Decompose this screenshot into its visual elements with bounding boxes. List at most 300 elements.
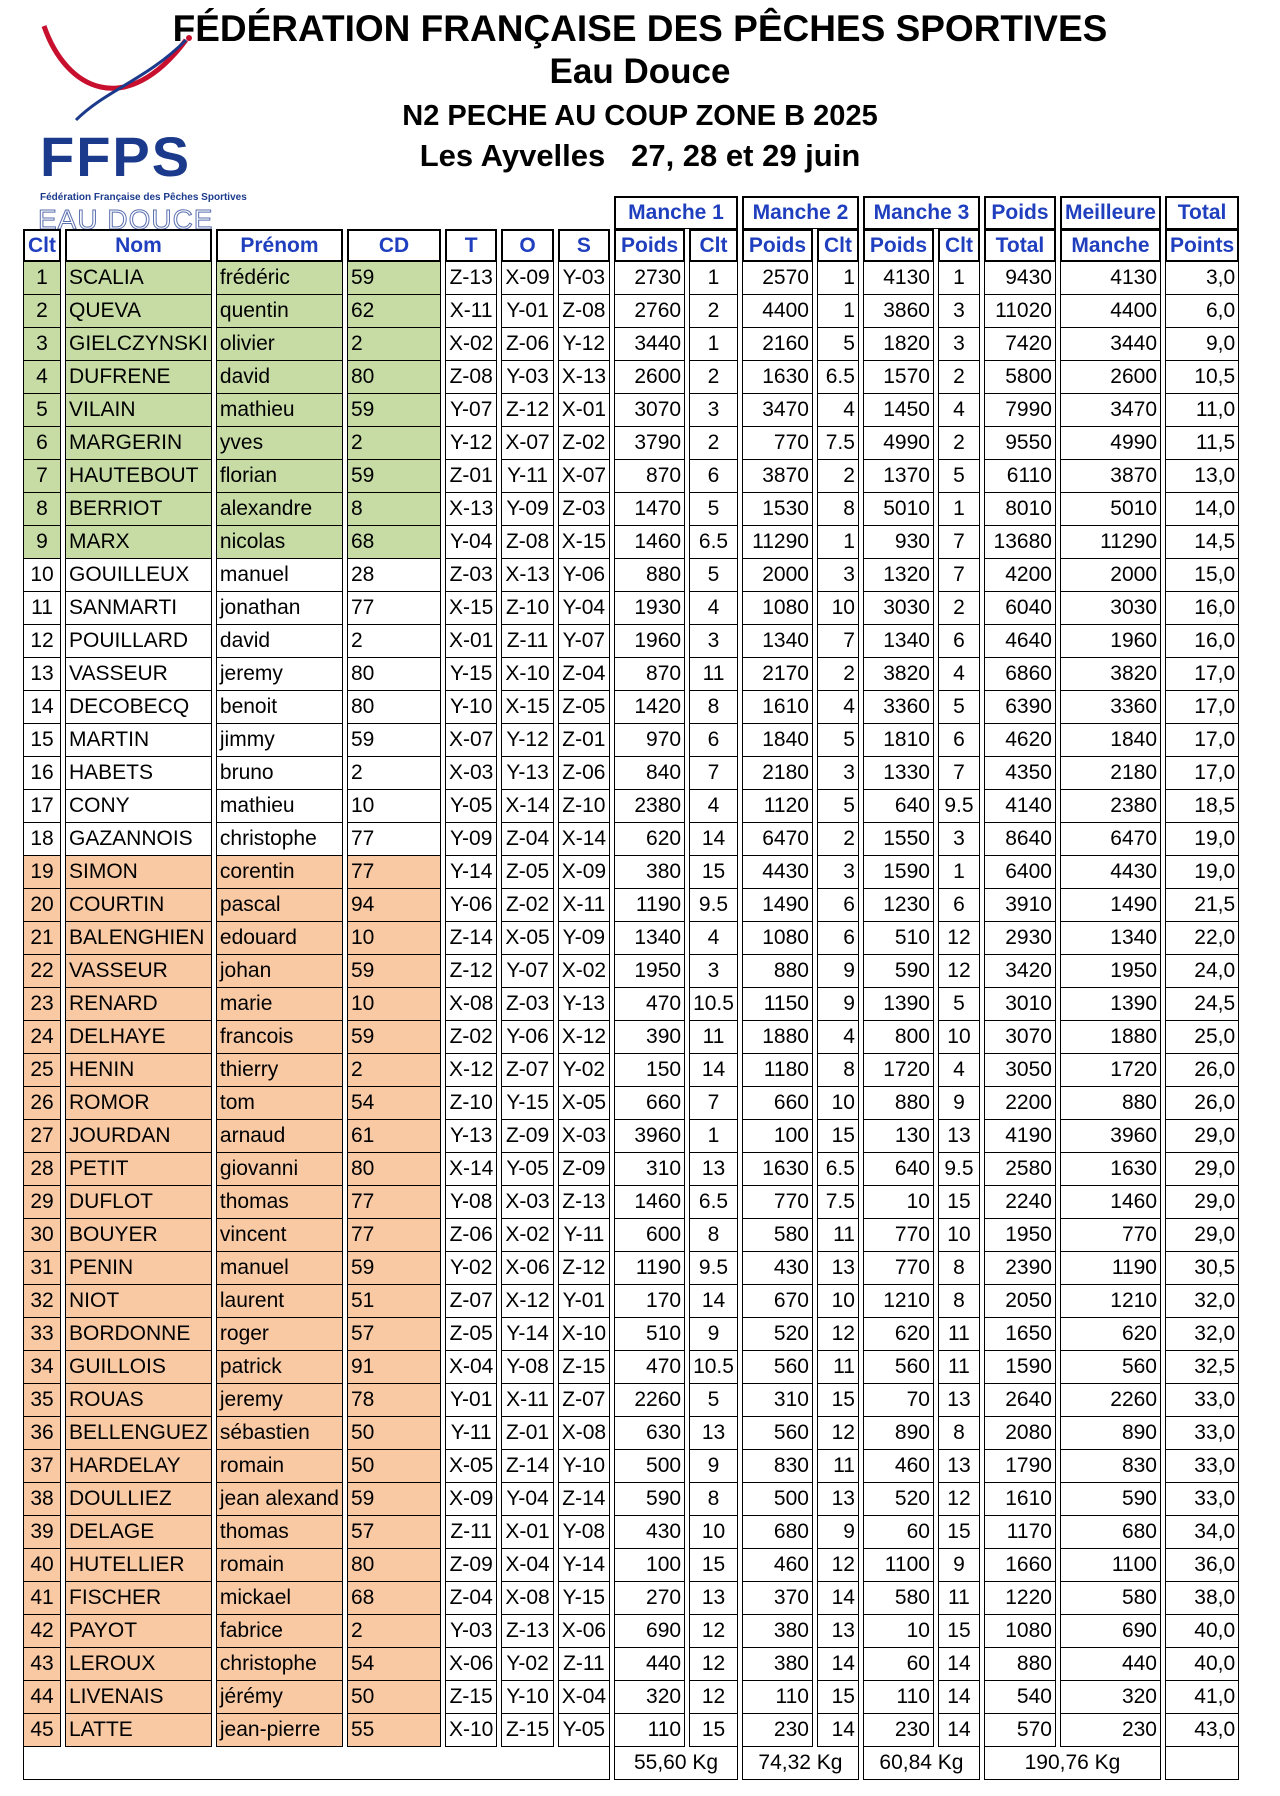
department-cell: 59: [347, 1252, 441, 1285]
rank-1-cell: 2: [689, 361, 738, 394]
weight-3-cell: 590: [863, 955, 934, 988]
rank-cell: 23: [23, 988, 61, 1021]
total-weight-cell: 4140: [984, 790, 1056, 823]
draw-s-cell: Z-10: [558, 790, 610, 823]
draw-s-cell: X-13: [558, 361, 610, 394]
rank-2-cell: 4: [817, 691, 859, 724]
rank-2-cell: 11: [817, 1450, 859, 1483]
rank-3-cell: 11: [938, 1582, 980, 1615]
last-name-cell: GOUILLEUX: [65, 559, 212, 592]
rank-1-cell: 9: [689, 1450, 738, 1483]
col-t: T: [445, 229, 497, 262]
draw-s-cell: Y-06: [558, 559, 610, 592]
last-name-cell: PETIT: [65, 1153, 212, 1186]
rank-3-cell: 5: [938, 988, 980, 1021]
department-cell: 2: [347, 328, 441, 361]
last-name-cell: FISCHER: [65, 1582, 212, 1615]
points-cell: 17,0: [1165, 658, 1239, 691]
table-row: [23, 724, 1239, 757]
draw-s-cell: Y-13: [558, 988, 610, 1021]
table-row: [23, 1648, 1239, 1681]
rank-2-cell: 3: [817, 559, 859, 592]
first-name-cell: olivier: [216, 328, 343, 361]
weight-1-cell: 2760: [614, 295, 685, 328]
draw-t-cell: Y-13: [445, 1120, 497, 1153]
weight-2-cell: 460: [742, 1549, 813, 1582]
draw-t-cell: Z-04: [445, 1582, 497, 1615]
draw-t-cell: X-02: [445, 328, 497, 361]
draw-o-cell: Y-12: [501, 724, 553, 757]
best-round-cell: 3440: [1060, 328, 1161, 361]
total-weight-cell: 9550: [984, 427, 1056, 460]
points-cell: 17,0: [1165, 691, 1239, 724]
rank-3-cell: 14: [938, 1714, 980, 1747]
rank-1-cell: 14: [689, 1054, 738, 1087]
rank-cell: 25: [23, 1054, 61, 1087]
rank-2-cell: 12: [817, 1549, 859, 1582]
best-round-cell: 1490: [1060, 889, 1161, 922]
last-name-cell: COURTIN: [65, 889, 212, 922]
rank-2-cell: 15: [817, 1681, 859, 1714]
first-name-cell: sébastien: [216, 1417, 343, 1450]
total-weight-cell: 2240: [984, 1186, 1056, 1219]
rank-2-cell: 4: [817, 394, 859, 427]
rank-1-cell: 6.5: [689, 526, 738, 559]
last-name-cell: DELHAYE: [65, 1021, 212, 1054]
weight-1-cell: 1340: [614, 922, 685, 955]
rank-1-cell: 13: [689, 1153, 738, 1186]
rank-2-cell: 13: [817, 1252, 859, 1285]
department-cell: 80: [347, 691, 441, 724]
best-round-cell: 320: [1060, 1681, 1161, 1714]
rank-3-cell: 13: [938, 1450, 980, 1483]
total-weight-cell: 2050: [984, 1285, 1056, 1318]
department-cell: 91: [347, 1351, 441, 1384]
first-name-cell: christophe: [216, 1648, 343, 1681]
total-weight-cell: 6040: [984, 592, 1056, 625]
weight-2-cell: 680: [742, 1516, 813, 1549]
rank-3-cell: 3: [938, 823, 980, 856]
total-weight-cell: 1590: [984, 1351, 1056, 1384]
weight-1-cell: 1420: [614, 691, 685, 724]
points-cell: 36,0: [1165, 1549, 1239, 1582]
draw-t-cell: Z-15: [445, 1681, 497, 1714]
draw-t-cell: X-08: [445, 988, 497, 1021]
rank-3-cell: 7: [938, 526, 980, 559]
rank-3-cell: 1: [938, 493, 980, 526]
department-cell: 57: [347, 1516, 441, 1549]
department-cell: 50: [347, 1450, 441, 1483]
rank-2-cell: 1: [817, 262, 859, 295]
weight-3-cell: 510: [863, 922, 934, 955]
total-weight-cell: 2640: [984, 1384, 1056, 1417]
draw-t-cell: X-15: [445, 592, 497, 625]
competition-title: N2 PECHE AU COUP ZONE B 2025: [402, 100, 878, 132]
total-weight-cell: 13680: [984, 526, 1056, 559]
total-weight-cell: 11020: [984, 295, 1056, 328]
rank-2-cell: 11: [817, 1219, 859, 1252]
last-name-cell: HABETS: [65, 757, 212, 790]
first-name-cell: mathieu: [216, 790, 343, 823]
weight-1-cell: 500: [614, 1450, 685, 1483]
rank-2-cell: 15: [817, 1120, 859, 1153]
weight-3-cell: 580: [863, 1582, 934, 1615]
rank-3-cell: 12: [938, 922, 980, 955]
weight-1-cell: 320: [614, 1681, 685, 1714]
weight-3-cell: 3820: [863, 658, 934, 691]
draw-s-cell: Y-01: [558, 1285, 610, 1318]
rank-cell: 20: [23, 889, 61, 922]
weight-1-cell: 1460: [614, 1186, 685, 1219]
first-name-cell: nicolas: [216, 526, 343, 559]
table-row: [23, 1681, 1239, 1714]
first-name-cell: frédéric: [216, 262, 343, 295]
best-round-cell: 3820: [1060, 658, 1161, 691]
weight-2-cell: 4430: [742, 856, 813, 889]
points-cell: 19,0: [1165, 856, 1239, 889]
points-cell: 15,0: [1165, 559, 1239, 592]
rank-3-cell: 9.5: [938, 790, 980, 823]
weight-1-cell: 110: [614, 1714, 685, 1747]
rank-1-cell: 6: [689, 460, 738, 493]
rank-1-cell: 1: [689, 1120, 738, 1153]
rank-3-cell: 9.5: [938, 1153, 980, 1186]
weight-2-cell: 310: [742, 1384, 813, 1417]
table-row: [23, 361, 1239, 394]
weight-3-cell: 60: [863, 1516, 934, 1549]
last-name-cell: DECOBECQ: [65, 691, 212, 724]
rank-3-cell: 12: [938, 1483, 980, 1516]
table-row: [23, 922, 1239, 955]
weight-3-cell: 640: [863, 1153, 934, 1186]
weight-3-cell: 770: [863, 1252, 934, 1285]
draw-t-cell: X-06: [445, 1648, 497, 1681]
table-row: [23, 1483, 1239, 1516]
rank-2-cell: 10: [817, 592, 859, 625]
last-name-cell: SCALIA: [65, 262, 212, 295]
best-round-cell: 1460: [1060, 1186, 1161, 1219]
rank-cell: 7: [23, 460, 61, 493]
table-row: [23, 1384, 1239, 1417]
table-row: [23, 328, 1239, 361]
draw-o-cell: Y-05: [501, 1153, 553, 1186]
total-weight-cell: 9430: [984, 262, 1056, 295]
points-cell: 32,5: [1165, 1351, 1239, 1384]
best-round-cell: 3470: [1060, 394, 1161, 427]
draw-o-cell: Z-06: [501, 328, 553, 361]
last-name-cell: NIOT: [65, 1285, 212, 1318]
draw-o-cell: X-08: [501, 1582, 553, 1615]
points-cell: 30,5: [1165, 1252, 1239, 1285]
table-row: [23, 526, 1239, 559]
rank-3-cell: 15: [938, 1186, 980, 1219]
rank-3-cell: 13: [938, 1384, 980, 1417]
rank-cell: 21: [23, 922, 61, 955]
points-cell: 6,0: [1165, 295, 1239, 328]
weight-3-cell: 1450: [863, 394, 934, 427]
total-weight-cell: 5800: [984, 361, 1056, 394]
weight-1-cell: 2730: [614, 262, 685, 295]
draw-t-cell: Z-08: [445, 361, 497, 394]
draw-t-cell: Z-07: [445, 1285, 497, 1318]
last-name-cell: GUILLOIS: [65, 1351, 212, 1384]
rank-2-cell: 9: [817, 988, 859, 1021]
best-round-cell: 830: [1060, 1450, 1161, 1483]
logo-acronym: FFPS: [40, 125, 192, 188]
department-cell: 62: [347, 295, 441, 328]
department-cell: 10: [347, 988, 441, 1021]
weight-2-cell: 520: [742, 1318, 813, 1351]
draw-s-cell: Y-04: [558, 592, 610, 625]
first-name-cell: jérémy: [216, 1681, 343, 1714]
rank-2-cell: 13: [817, 1615, 859, 1648]
weight-2-cell: 11290: [742, 526, 813, 559]
last-name-cell: LIVENAIS: [65, 1681, 212, 1714]
total-weight-cell: 1950: [984, 1219, 1056, 1252]
best-round-cell: 1100: [1060, 1549, 1161, 1582]
table-row: [23, 1318, 1239, 1351]
draw-t-cell: Z-03: [445, 559, 497, 592]
department-cell: 54: [347, 1648, 441, 1681]
weight-3-cell: 4990: [863, 427, 934, 460]
rank-3-cell: 15: [938, 1516, 980, 1549]
best-round-cell: 1210: [1060, 1285, 1161, 1318]
draw-t-cell: X-14: [445, 1153, 497, 1186]
weight-3-cell: 230: [863, 1714, 934, 1747]
best-round-cell: 1630: [1060, 1153, 1161, 1186]
rank-cell: 24: [23, 1021, 61, 1054]
weight-2-cell: 6470: [742, 823, 813, 856]
weight-1-cell: 630: [614, 1417, 685, 1450]
total-weight-cell: 1650: [984, 1318, 1056, 1351]
table-row: [23, 592, 1239, 625]
weight-2-cell: 770: [742, 427, 813, 460]
rank-2-cell: 6: [817, 922, 859, 955]
first-name-cell: alexandre: [216, 493, 343, 526]
best-round-cell: 1190: [1060, 1252, 1161, 1285]
draw-o-cell: X-10: [501, 658, 553, 691]
points-cell: 33,0: [1165, 1417, 1239, 1450]
totals-row: [23, 1747, 1239, 1780]
draw-t-cell: Z-11: [445, 1516, 497, 1549]
weight-2-cell: 370: [742, 1582, 813, 1615]
weight-1-cell: 870: [614, 460, 685, 493]
total-weight-cell: 4640: [984, 625, 1056, 658]
last-name-cell: ROMOR: [65, 1087, 212, 1120]
department-cell: 50: [347, 1681, 441, 1714]
draw-s-cell: Y-03: [558, 262, 610, 295]
total-manche1: 55,60 Kg: [614, 1747, 738, 1780]
rank-1-cell: 12: [689, 1681, 738, 1714]
first-name-cell: jonathan: [216, 592, 343, 625]
rank-1-cell: 7: [689, 757, 738, 790]
last-name-cell: GAZANNOIS: [65, 823, 212, 856]
rank-3-cell: 2: [938, 592, 980, 625]
table-row: [23, 1714, 1239, 1747]
draw-o-cell: X-14: [501, 790, 553, 823]
rank-cell: 1: [23, 262, 61, 295]
points-cell: 10,5: [1165, 361, 1239, 394]
draw-s-cell: X-05: [558, 1087, 610, 1120]
best-round-cell: 3030: [1060, 592, 1161, 625]
first-name-cell: pascal: [216, 889, 343, 922]
weight-2-cell: 660: [742, 1087, 813, 1120]
rank-2-cell: 4: [817, 1021, 859, 1054]
rank-2-cell: 11: [817, 1351, 859, 1384]
rank-cell: 22: [23, 955, 61, 988]
draw-o-cell: Z-15: [501, 1714, 553, 1747]
rank-1-cell: 11: [689, 1021, 738, 1054]
weight-2-cell: 830: [742, 1450, 813, 1483]
points-cell: 22,0: [1165, 922, 1239, 955]
first-name-cell: bruno: [216, 757, 343, 790]
draw-o-cell: X-01: [501, 1516, 553, 1549]
total-weight-cell: 6400: [984, 856, 1056, 889]
rank-cell: 5: [23, 394, 61, 427]
table-row: [23, 658, 1239, 691]
department-cell: 80: [347, 1549, 441, 1582]
rank-3-cell: 1: [938, 856, 980, 889]
rank-3-cell: 12: [938, 955, 980, 988]
grand-total: 190,76 Kg: [984, 1747, 1161, 1780]
weight-3-cell: 1370: [863, 460, 934, 493]
draw-o-cell: Y-13: [501, 757, 553, 790]
draw-t-cell: Z-09: [445, 1549, 497, 1582]
total-weight-cell: 6860: [984, 658, 1056, 691]
best-round-cell: 890: [1060, 1417, 1161, 1450]
rank-3-cell: 3: [938, 328, 980, 361]
rank-1-cell: 10.5: [689, 988, 738, 1021]
draw-t-cell: Z-10: [445, 1087, 497, 1120]
weight-2-cell: 560: [742, 1417, 813, 1450]
points-cell: 24,5: [1165, 988, 1239, 1021]
draw-t-cell: Z-02: [445, 1021, 497, 1054]
best-round-cell: 1950: [1060, 955, 1161, 988]
rank-3-cell: 4: [938, 658, 980, 691]
rank-2-cell: 7.5: [817, 1186, 859, 1219]
table-row: [23, 757, 1239, 790]
last-name-cell: PAYOT: [65, 1615, 212, 1648]
draw-o-cell: Y-14: [501, 1318, 553, 1351]
points-cell: 38,0: [1165, 1582, 1239, 1615]
weight-1-cell: 100: [614, 1549, 685, 1582]
weight-1-cell: 880: [614, 559, 685, 592]
weight-1-cell: 2260: [614, 1384, 685, 1417]
rank-cell: 30: [23, 1219, 61, 1252]
draw-s-cell: Z-11: [558, 1648, 610, 1681]
table-row: [23, 1417, 1239, 1450]
best-round-cell: 1390: [1060, 988, 1161, 1021]
rank-1-cell: 4: [689, 922, 738, 955]
draw-s-cell: Y-08: [558, 1516, 610, 1549]
draw-o-cell: X-09: [501, 262, 553, 295]
table-row: [23, 1153, 1239, 1186]
draw-o-cell: Z-04: [501, 823, 553, 856]
weight-1-cell: 310: [614, 1153, 685, 1186]
weight-1-cell: 600: [614, 1219, 685, 1252]
first-name-cell: patrick: [216, 1351, 343, 1384]
draw-s-cell: Z-12: [558, 1252, 610, 1285]
last-name-cell: BOUYER: [65, 1219, 212, 1252]
weight-3-cell: 1590: [863, 856, 934, 889]
table-row: [23, 1516, 1239, 1549]
department-cell: 2: [347, 625, 441, 658]
department-cell: 59: [347, 262, 441, 295]
points-cell: 24,0: [1165, 955, 1239, 988]
last-name-cell: VASSEUR: [65, 955, 212, 988]
draw-s-cell: Z-02: [558, 427, 610, 460]
draw-s-cell: X-15: [558, 526, 610, 559]
rank-3-cell: 5: [938, 460, 980, 493]
table-row: [23, 691, 1239, 724]
draw-o-cell: Z-03: [501, 988, 553, 1021]
rank-3-cell: 2: [938, 361, 980, 394]
points-cell: 33,0: [1165, 1483, 1239, 1516]
weight-2-cell: 100: [742, 1120, 813, 1153]
draw-o-cell: Z-11: [501, 625, 553, 658]
first-name-cell: david: [216, 361, 343, 394]
best-round-cell: 2260: [1060, 1384, 1161, 1417]
draw-o-cell: Y-11: [501, 460, 553, 493]
points-cell: 19,0: [1165, 823, 1239, 856]
first-name-cell: jimmy: [216, 724, 343, 757]
rank-1-cell: 9.5: [689, 1252, 738, 1285]
draw-s-cell: X-07: [558, 460, 610, 493]
table-row: [23, 427, 1239, 460]
weight-1-cell: 470: [614, 1351, 685, 1384]
rank-1-cell: 8: [689, 691, 738, 724]
weight-1-cell: 870: [614, 658, 685, 691]
weight-3-cell: 1820: [863, 328, 934, 361]
points-cell: 29,0: [1165, 1120, 1239, 1153]
table-row: [23, 1054, 1239, 1087]
weight-3-cell: 1340: [863, 625, 934, 658]
draw-o-cell: Z-14: [501, 1450, 553, 1483]
rank-2-cell: 3: [817, 757, 859, 790]
last-name-cell: DOULLIEZ: [65, 1483, 212, 1516]
draw-o-cell: Z-08: [501, 526, 553, 559]
rank-2-cell: 6.5: [817, 361, 859, 394]
rank-2-cell: 5: [817, 328, 859, 361]
rank-1-cell: 13: [689, 1582, 738, 1615]
weight-1-cell: 470: [614, 988, 685, 1021]
last-name-cell: HENIN: [65, 1054, 212, 1087]
total-manche3: 60,84 Kg: [863, 1747, 980, 1780]
col-clt-2: Clt: [817, 229, 859, 262]
best-round-cell: 6470: [1060, 823, 1161, 856]
draw-t-cell: Y-08: [445, 1186, 497, 1219]
draw-t-cell: Y-05: [445, 790, 497, 823]
points-cell: 9,0: [1165, 328, 1239, 361]
best-round-cell: 230: [1060, 1714, 1161, 1747]
rank-cell: 16: [23, 757, 61, 790]
rank-3-cell: 8: [938, 1285, 980, 1318]
total-weight-cell: 3910: [984, 889, 1056, 922]
rank-1-cell: 7: [689, 1087, 738, 1120]
weight-2-cell: 880: [742, 955, 813, 988]
total-weight-cell: 1220: [984, 1582, 1056, 1615]
rank-1-cell: 14: [689, 1285, 738, 1318]
department-cell: 68: [347, 1582, 441, 1615]
draw-s-cell: Z-01: [558, 724, 610, 757]
weight-2-cell: 2570: [742, 262, 813, 295]
rank-2-cell: 10: [817, 1285, 859, 1318]
rank-cell: 38: [23, 1483, 61, 1516]
rank-2-cell: 14: [817, 1582, 859, 1615]
table-row: [23, 559, 1239, 592]
last-name-cell: SIMON: [65, 856, 212, 889]
weight-2-cell: 1630: [742, 1153, 813, 1186]
